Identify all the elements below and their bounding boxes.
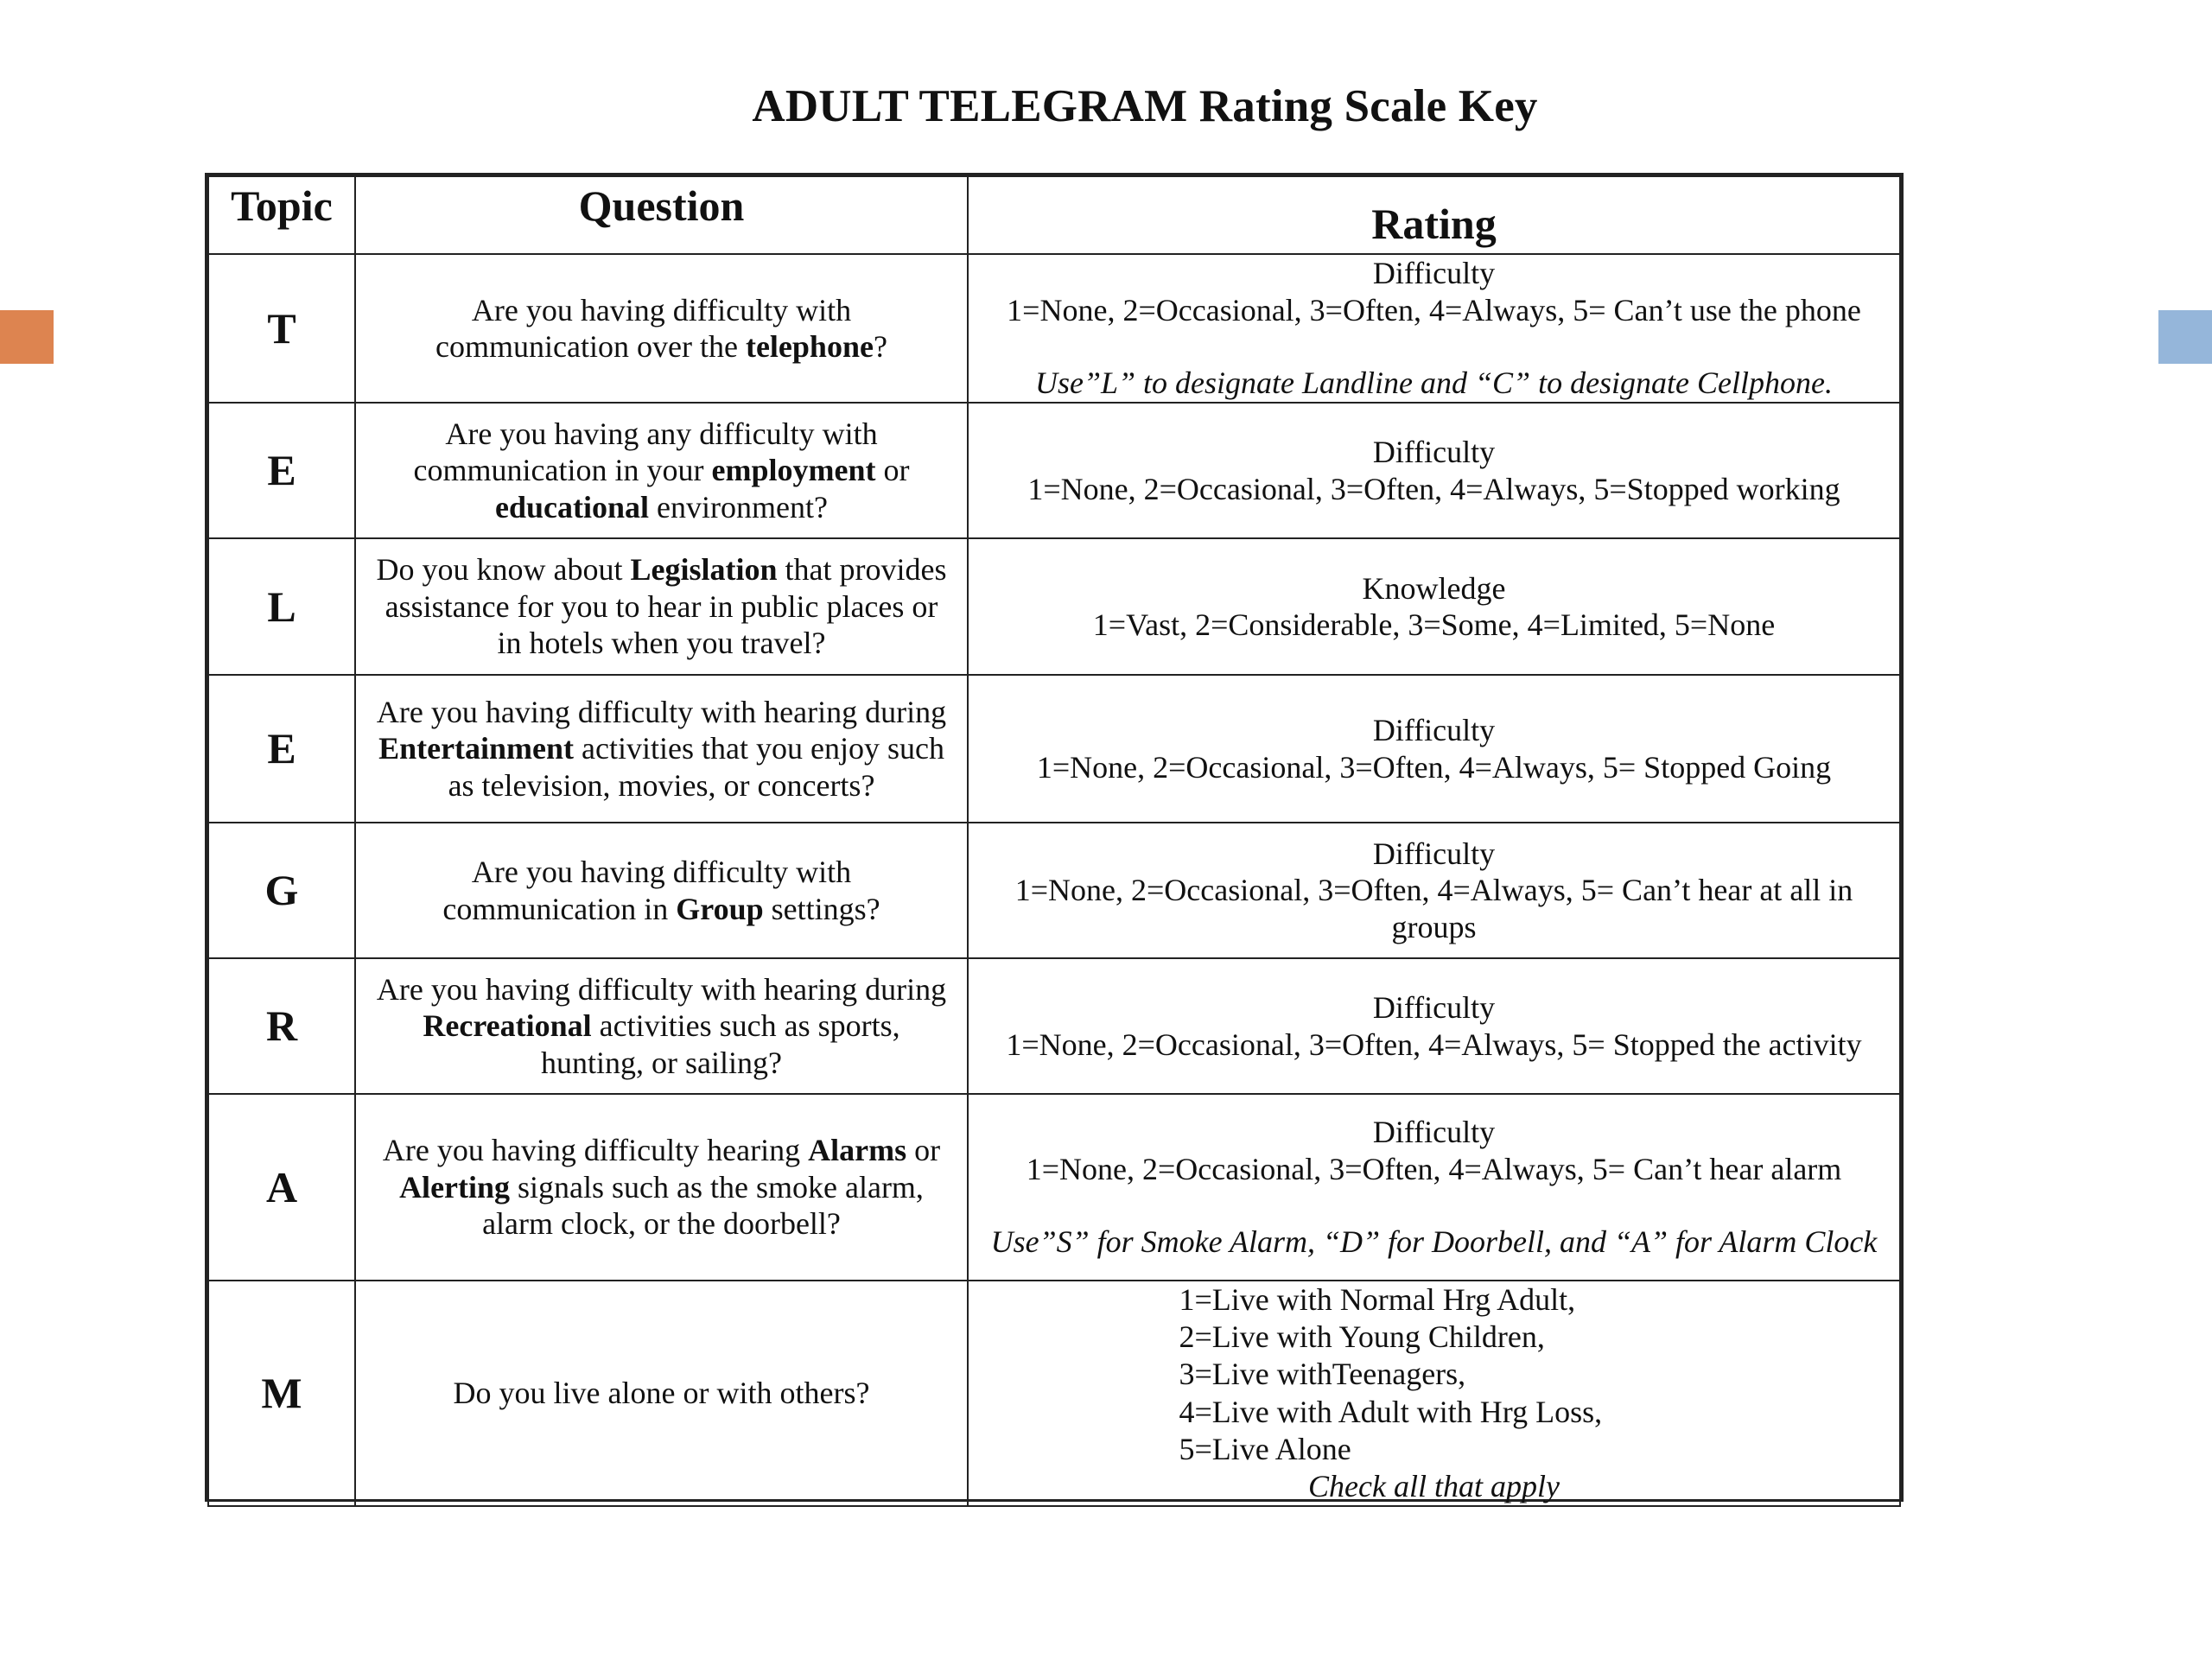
rating-label: Difficulty	[1372, 1115, 1496, 1150]
table-header-row	[208, 176, 1900, 254]
page-title: ADULT TELEGRAM Rating Scale Key	[752, 81, 1538, 131]
question-text: Are you having difficulty with hearing during Recreational activities such as sports, hunting, or sailing?	[376, 971, 947, 1080]
rating-note: Check all that apply	[1308, 1468, 1560, 1503]
question-cell	[355, 675, 968, 823]
rating-scale: 1=None, 2=Occasional, 3=Often, 4=Always, 5= Can’t use the phone	[1007, 292, 1861, 327]
rating-cell	[968, 1281, 1900, 1506]
question-text: Are you having difficulty with communication in Group settings?	[442, 855, 880, 926]
rating-column-header: Rating	[968, 176, 1900, 254]
topic-letter: A	[208, 1094, 355, 1281]
table-row	[208, 538, 1900, 675]
question-text: Are you having difficulty with hearing during Entertainment activities that you enjoy such as television, movies, or concerts?	[376, 694, 947, 803]
left-accent-bar	[0, 310, 54, 364]
rating-scale-table	[207, 175, 1901, 1507]
rating-cell	[968, 538, 1900, 675]
question-cell	[355, 958, 968, 1094]
question-cell	[355, 823, 968, 958]
spacer	[988, 1187, 1880, 1224]
rating-scale: 1=None, 2=Occasional, 3=Often, 4=Always, 5= Stopped the activity	[1006, 1027, 1862, 1062]
right-accent-bar	[2158, 310, 2212, 364]
topic-letter: T	[208, 254, 355, 403]
rating-cell	[968, 958, 1900, 1094]
topic-letter: E	[208, 675, 355, 823]
table-row	[208, 403, 1900, 538]
topic-letter: L	[208, 538, 355, 675]
table-row	[208, 823, 1900, 958]
rating-scale: 1=None, 2=Occasional, 3=Often, 4=Always, 5= Can’t hear alarm	[1026, 1151, 1842, 1186]
question-cell	[355, 1094, 968, 1281]
question-text: Are you having difficulty hearing Alarms or Alerting signals such as the smoke alarm, alarm clock, or the doorbell?	[382, 1133, 941, 1242]
question-cell	[355, 538, 968, 675]
rating-cell	[968, 675, 1900, 823]
rating-scale: 1=Vast, 2=Considerable, 3=Some, 4=Limited, 5=None	[1092, 607, 1776, 642]
living-option: 1=Live with Normal Hrg Adult,	[1179, 1282, 1576, 1317]
topic-letter: R	[208, 958, 355, 1094]
rating-label: Knowledge	[1362, 570, 1506, 606]
question-text: Are you having any difficulty with communication in your employment or educational environment?	[413, 416, 910, 524]
table-row	[208, 675, 1900, 823]
table-row	[208, 1094, 1900, 1281]
topic-letter: M	[208, 1281, 355, 1506]
table-row	[208, 254, 1900, 403]
rating-label: Difficulty	[1372, 256, 1496, 291]
table-row	[208, 958, 1900, 1094]
rating-note: Use”L” to designate Landline and “C” to designate Cellphone.	[1034, 365, 1834, 401]
topic-letter: E	[208, 403, 355, 538]
question-cell	[355, 254, 968, 403]
living-option: 5=Live Alone	[1179, 1431, 1351, 1466]
rating-label: Difficulty	[1372, 435, 1496, 470]
topic-column-header: Topic	[208, 176, 355, 254]
question-column-header: Question	[355, 176, 968, 254]
rating-cell	[968, 403, 1900, 538]
living-option: 3=Live withTeenagers,	[1179, 1357, 1466, 1392]
table-row	[208, 1281, 1900, 1506]
question-cell	[355, 403, 968, 538]
rating-scale: 1=None, 2=Occasional, 3=Often, 4=Always, 5= Can’t hear at all in groups	[1014, 873, 1853, 944]
living-option: 4=Live with Adult with Hrg Loss,	[1179, 1394, 1603, 1429]
rating-scale: 1=None, 2=Occasional, 3=Often, 4=Always, 5=Stopped working	[1027, 471, 1840, 506]
living-option: 2=Live with Young Children,	[1179, 1319, 1545, 1355]
rating-cell	[968, 823, 1900, 958]
rating-label: Difficulty	[1372, 990, 1496, 1026]
question-text: Are you having difficulty with communication over the telephone?	[435, 292, 887, 364]
rating-scale-table-frame	[205, 173, 1904, 1502]
question-text: Do you live alone or with others?	[453, 1376, 870, 1411]
question-text: Do you know about Legislation that provides assistance for you to hear in public places or in hotels when you travel?	[376, 552, 947, 661]
living-options-list	[1179, 1281, 1689, 1468]
rating-note: Use”S” for Smoke Alarm, “D” for Doorbell, and “A” for Alarm Clock	[990, 1224, 1878, 1260]
topic-letter: G	[208, 823, 355, 958]
rating-cell	[968, 1094, 1900, 1281]
spacer	[988, 328, 1880, 365]
rating-label: Difficulty	[1372, 836, 1496, 871]
rating-scale: 1=None, 2=Occasional, 3=Often, 4=Always, 5= Stopped Going	[1036, 749, 1832, 785]
rating-cell	[968, 254, 1900, 403]
question-cell	[355, 1281, 968, 1506]
rating-label: Difficulty	[1372, 713, 1496, 748]
